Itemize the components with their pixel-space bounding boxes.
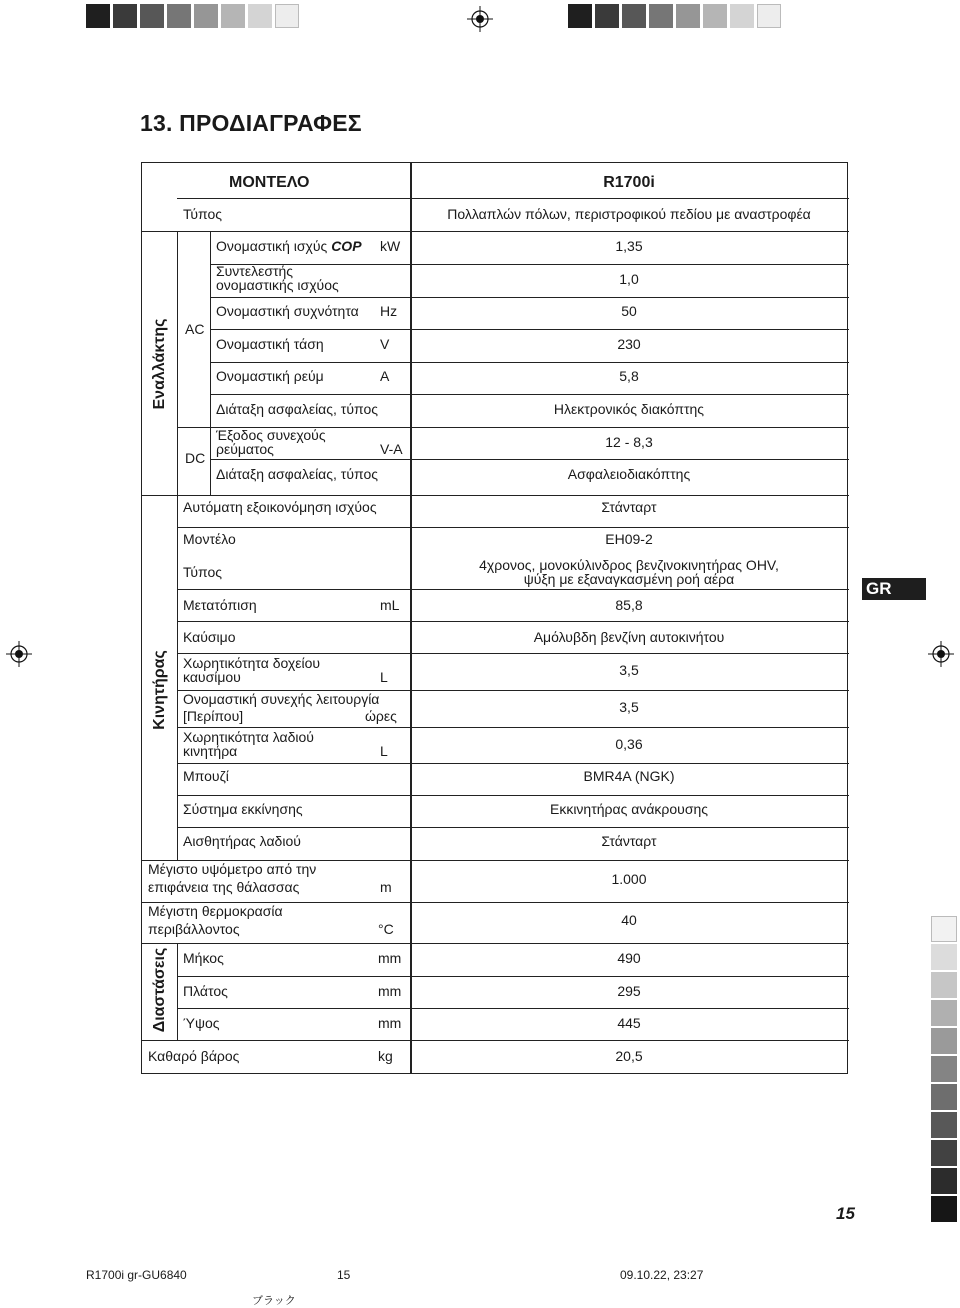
spec-label: ονομαστικής ισχύος [216,277,339,293]
divider [210,329,849,330]
spec-label [216,239,362,254]
spec-table [141,162,848,1074]
spec-label: Μέγιστη θερμοκρασία [148,903,283,919]
spec-label: Ονομαστική συχνότητα [216,303,359,319]
section-engine: Κινητήρας [151,650,168,730]
spec-unit: kW [380,238,401,254]
registration-mark-icon [467,6,493,32]
spec-label: Μετατόπιση [183,597,257,613]
spec-label: ρεύματος [216,441,274,457]
swatch [221,4,245,28]
cop-label: COP [331,238,362,254]
spec-label: κινητήρα [183,743,238,759]
divider [177,1008,849,1009]
divider [177,827,849,828]
spec-label: Σύστημα εκκίνησης [183,801,303,817]
spec-label: Μήκος [183,950,224,966]
divider [177,653,849,654]
divider [210,231,211,495]
swatch [931,1168,957,1194]
spec-label: Διάταξη ασφαλείας, τύπος [216,466,378,482]
spec-label: Έξοδος συνεχούς [216,427,326,443]
swatch [703,4,727,28]
spec-value: Ασφαλειοδιακόπτης [567,466,691,482]
divider [177,943,178,1040]
divider [210,264,849,265]
spec-label: Συντελεστής [216,263,294,279]
spec-value: 1,0 [619,271,639,287]
spec-value: 1.000 [611,871,647,887]
swatch [931,1140,957,1166]
swatch [931,916,957,942]
section-dimensions: Διαστάσεις [151,947,168,1033]
divider [410,163,412,1073]
spec-label: Καύσιμο [183,629,236,645]
swatch [676,4,700,28]
swatch [248,4,272,28]
swatch [86,4,110,28]
spec-value: 490 [617,950,641,966]
spec-label: Αυτόματη εξοικονόμηση ισχύος [183,499,377,515]
spec-unit: L [380,743,388,759]
swatch [931,1196,957,1222]
spec-label: Ύψος [183,1015,220,1031]
divider [177,198,849,199]
swatch [568,4,592,28]
swatch [167,4,191,28]
model-name: R1700i [603,174,655,191]
swatch [113,4,137,28]
swatch [931,1084,957,1110]
spec-value: 50 [621,303,637,319]
page-title: 13. ΠΡΟΔΙΑΓΡΑΦΕΣ [140,110,362,136]
spec-value: 40 [621,912,637,928]
swatch [649,4,673,28]
spec-label: Μέγιστο υψόμετρο από την [148,861,317,877]
spec-value: 85,8 [615,597,643,613]
divider [210,459,849,460]
spec-value: 20,5 [615,1048,643,1064]
spec-label: καυσίμου [183,669,241,685]
spec-label: Καθαρό βάρος [148,1048,240,1064]
ac-label: AC [185,321,205,337]
swatch [194,4,218,28]
divider [177,527,849,528]
swatch [757,4,781,28]
spec-value: 445 [617,1015,641,1031]
spec-label: Χωρητικότητα λαδιού [183,729,314,745]
divider [142,1040,849,1041]
language-tab: GR [862,578,926,600]
spec-label: Διάταξη ασφαλείας, τύπος [216,401,378,417]
spec-value: 5,8 [619,368,639,384]
divider [142,943,849,944]
divider [142,495,849,496]
swatch [140,4,164,28]
rated-power-label: Ονομαστική ισχύς [216,238,328,254]
spec-unit: V-A [380,441,403,457]
swatch [622,4,646,28]
divider [177,231,178,861]
spec-label: Ονομαστική συνεχής λειτουργία [183,691,380,707]
dc-label: DC [185,450,206,466]
spec-label: επιφάνεια της θάλασσας [148,879,300,895]
spec-value: 3,5 [619,662,639,678]
divider [177,795,849,796]
swatch [931,1028,957,1054]
spec-value: 1,35 [615,238,643,254]
swatch [730,4,754,28]
spec-label: Ονομαστική ρεύμ [216,368,324,384]
type-value: Πολλαπλών πόλων, περιστροφικού πεδίου με αναστροφέα [447,206,811,222]
swatch [931,1112,957,1138]
spec-value: 230 [617,336,641,352]
swatch [595,4,619,28]
footer-datetime: 09.10.22, 23:27 [620,1268,704,1282]
spec-unit: m [380,879,392,895]
spec-label: Τύπος [183,564,222,580]
divider [210,394,849,395]
spec-value: 3,5 [619,699,639,715]
spec-label: Μπουζί [183,768,229,784]
spec-value: EH09-2 [605,531,653,547]
footer-color-note: ブラック [252,1295,296,1307]
divider [210,297,849,298]
spec-unit: A [380,368,390,384]
spec-label: περιβάλλοντος [148,921,240,937]
registration-mark-icon [6,641,32,667]
spec-value: 0,36 [615,736,643,752]
spec-unit: kg [378,1048,393,1064]
type-label: Τύπος [183,206,222,222]
spec-value: Αμόλυβδη βενζίνη αυτοκινήτου [533,629,725,645]
swatch [275,4,299,28]
spec-value: Εκκινητήρας ανάκρουσης [549,801,708,817]
spec-value: Στάνταρτ [601,833,657,849]
spec-value: 295 [617,983,641,999]
divider [142,231,849,232]
spec-value: 4χρονος, μονοκύλινδρος βενζινοκινητήρας OHV, [479,557,779,573]
page-number: 15 [836,1204,855,1223]
swatch [931,1000,957,1026]
spec-label: Πλάτος [183,983,228,999]
spec-label: Μοντέλο [183,531,236,547]
spec-value: BMR4A (NGK) [583,768,675,784]
swatch [931,1056,957,1082]
divider [177,727,849,728]
divider [177,621,849,622]
footer-page: 15 [337,1268,351,1282]
divider [177,763,849,764]
spec-unit: ώρες [365,708,397,724]
swatch [931,972,957,998]
divider [177,589,849,590]
spec-value: Ηλεκτρονικός διακόπτης [553,401,705,417]
spec-label: Αισθητήρας λαδιού [183,833,301,849]
spec-label: Ονομαστική τάση [216,336,324,352]
spec-value: ψύξη με εξαναγκασμένη ροή αέρα [523,571,735,587]
spec-unit: Hz [380,303,398,319]
swatch [931,944,957,970]
spec-unit: mm [378,950,402,966]
divider [177,976,849,977]
spec-value: Στάνταρτ [601,499,657,515]
spec-value: 12 - 8,3 [605,434,653,450]
spec-unit: mL [380,597,400,613]
spec-label: [Περίπου] [183,708,244,724]
footer-file: R1700i gr-GU6840 [86,1268,187,1282]
divider [210,362,849,363]
model-header: ΜΟΝΤΕΛΟ [229,174,310,191]
spec-unit: V [380,336,390,352]
registration-mark-icon [928,641,954,667]
spec-unit: mm [378,983,402,999]
spec-unit: °C [378,921,394,937]
spec-unit: mm [378,1015,402,1031]
section-alternator: Εναλλάκτης [151,318,168,410]
spec-label: Χωρητικότητα δοχείου [183,655,321,671]
spec-unit: L [380,669,388,685]
